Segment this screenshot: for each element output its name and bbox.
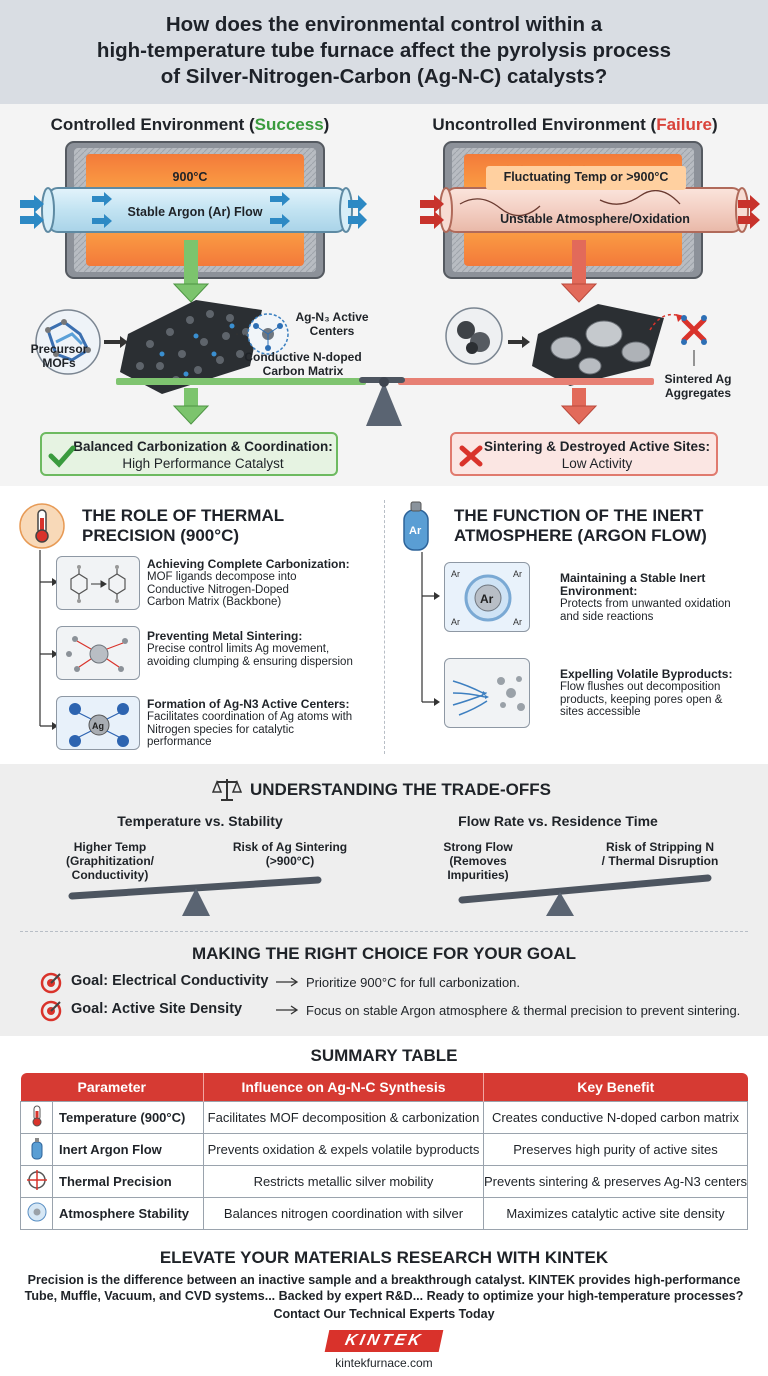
thermal-item-2-desc: Precise control limits Ag movement, avoiding clumping & ensuring dispersion (147, 643, 353, 668)
table-cell-influence: Facilitates MOF decomposition & carbonization (204, 1101, 484, 1133)
cta-contact-link[interactable]: Contact Our Technical Experts Today (273, 1307, 495, 1321)
failure-result-box: Sintering & Destroyed Active Sites: Low Activity (450, 432, 718, 476)
table-cell-influence: Restricts metallic silver mobility (204, 1165, 484, 1197)
cta-title: ELEVATE YOUR MATERIALS RESEARCH WITH KINTEK (159, 1248, 609, 1267)
svg-text:Ar: Ar (513, 569, 522, 579)
controlled-title: Controlled Environment (Success) (50, 115, 330, 134)
table-row (21, 1133, 748, 1165)
goal-2-title: Goal: Active Site Density (71, 1001, 243, 1017)
argon-cylinder-icon (398, 500, 434, 552)
roles-section (0, 486, 768, 764)
atmosphere-title: THE FUNCTION OF THE INERT ATMOSPHERE (ARGON FLOW) (454, 506, 707, 545)
tradeoff-left-a: Higher Temp (Graphitization/ Conductivity) (66, 840, 154, 882)
controlled-temp-label: 900°C (172, 170, 208, 184)
table-cell-benefit: Maximizes catalytic active site density (484, 1197, 748, 1229)
svg-text:Ar: Ar (480, 592, 494, 606)
thermal-item-1-title: Achieving Complete Carbonization: (147, 557, 350, 571)
title-line-3: of Silver-Nitrogen-Carbon (Ag-N-C) catalysts? (160, 65, 608, 88)
table-row (21, 1165, 748, 1197)
table-cell-benefit: Preserves high purity of active sites (484, 1133, 748, 1165)
gas-cylinder-icon (21, 1133, 53, 1165)
sintered-label: Sintered Ag Aggregates (664, 372, 732, 400)
thermal-item-3-title: Formation of Ag-N3 Active Centers: (147, 697, 350, 711)
atmosphere-item-2-title: Expelling Volatile Byproducts: (560, 667, 733, 681)
table-row (21, 1197, 748, 1229)
table-cell-param: Inert Argon Flow (53, 1133, 204, 1165)
goal-1-title: Goal: Electrical Conductivity (71, 973, 269, 989)
table-header-row (21, 1073, 748, 1101)
table-header-parameter: Parameter (21, 1073, 204, 1101)
comparison-section (0, 104, 768, 486)
cta-section (0, 1242, 768, 1376)
tradeoffs-title: UNDERSTANDING THE TRADE-OFFS (250, 780, 551, 799)
tradeoff-left-title: Temperature vs. Stability (117, 813, 283, 829)
kintek-logo: KINTEK (325, 1330, 444, 1352)
tradeoffs-section (0, 764, 768, 1036)
byproducts-image (444, 658, 530, 728)
summary-title: SUMMARY TABLE (310, 1046, 458, 1065)
active-centers-label: Ag-N₃ Active Centers (295, 310, 369, 338)
atmosphere-item-2-desc: Flow flushes out decomposition products, keeping pores open & sites accessible (560, 681, 723, 718)
inert-environment-image (444, 562, 530, 632)
thermal-title: THE ROLE OF THERMAL PRECISION (900°C) (82, 506, 285, 545)
sintering-image (56, 626, 140, 680)
table-header-influence: Influence on Ag-N-C Synthesis (204, 1073, 484, 1101)
tradeoff-right-title: Flow Rate vs. Residence Time (458, 813, 658, 829)
thermal-item-2-title: Preventing Metal Sintering: (147, 629, 303, 643)
ag-n3-image (56, 696, 140, 750)
thermometer-icon (18, 502, 66, 550)
goal-1-action: Prioritize 900°C for full carbonization. (306, 975, 521, 990)
checkmark-icon (48, 444, 76, 468)
table-cell-influence: Balances nitrogen coordination with silver (204, 1197, 484, 1229)
table-cell-param: Thermal Precision (53, 1165, 204, 1197)
uncontrolled-temp-label: Fluctuating Temp or >900°C (503, 170, 669, 184)
thermometer-icon (21, 1101, 53, 1133)
target-icon (40, 972, 62, 994)
crosshair-icon (21, 1165, 53, 1197)
table-cell-param: Atmosphere Stability (53, 1197, 204, 1229)
svg-text:Ar: Ar (409, 525, 422, 537)
atmosphere-item-1-desc: Protects from unwanted oxidation and side reactions (560, 598, 731, 623)
table-cell-benefit: Creates conductive N-doped carbon matrix (484, 1101, 748, 1133)
controlled-furnace (20, 142, 367, 302)
x-mark-icon (458, 444, 484, 468)
atom-icon (21, 1197, 53, 1229)
header (0, 0, 768, 104)
success-result-box: Balanced Carbonization & Coordination: High Performance Catalyst (40, 432, 338, 476)
uncontrolled-title: Uncontrolled Environment (Failure) (432, 115, 718, 134)
thermal-item-1-desc: MOF ligands decompose into Conductive Nitrogen-Doped Carbon Matrix (Backbone) (147, 571, 297, 608)
uncontrolled-atmo-label: Unstable Atmosphere/Oxidation (500, 212, 690, 226)
tradeoff-left-b: Risk of Ag Sintering (>900°C) (232, 840, 348, 868)
table-cell-benefit: Prevents sintering & preserves Ag-N3 centers (484, 1165, 748, 1197)
thermal-item-3-desc: Facilitates coordination of Ag atoms with Nitrogen species for catalytic performance (147, 711, 353, 748)
comparison-graphic (0, 104, 768, 486)
controlled-flow-label: Stable Argon (Ar) Flow (127, 205, 263, 219)
goal-2-action: Focus on stable Argon atmosphere & thermal precision to prevent sintering. (306, 1003, 741, 1018)
choice-title: MAKING THE RIGHT CHOICE FOR YOUR GOAL (191, 944, 577, 963)
table-header-benefit: Key Benefit (484, 1073, 748, 1101)
summary-section (0, 1036, 768, 1242)
title-line-1: How does the environmental control within a (165, 13, 603, 36)
website-url[interactable]: kintekfurnace.com (335, 1356, 433, 1370)
table-row (21, 1101, 748, 1133)
precursor-label: Precursor MOFs (30, 342, 88, 370)
table-cell-param: Temperature (900°C) (53, 1101, 204, 1133)
svg-text:Ar: Ar (451, 617, 460, 627)
matrix-label: Conductive N-doped Carbon Matrix (244, 350, 362, 378)
target-icon (40, 1000, 62, 1022)
carbonization-image (56, 556, 140, 610)
svg-text:Ar: Ar (513, 617, 522, 627)
tradeoff-right-a: Strong Flow (Removes Impurities) (443, 840, 513, 882)
table-cell-influence: Prevents oxidation & expels volatile byproducts (204, 1133, 484, 1165)
title-line-2: high-temperature tube furnace affect the pyrolysis process (96, 39, 672, 62)
balance-scale-icon (212, 776, 242, 804)
tradeoff-scales (0, 864, 768, 924)
svg-text:Ar: Ar (451, 569, 460, 579)
tradeoff-right-b: Risk of Stripping N / Thermal Disruption (601, 840, 719, 868)
svg-text:Ag: Ag (92, 721, 104, 731)
cta-body: Precision is the difference between an inactive sample and a breakthrough catalyst. KINTEK provides high-performance Tube, Muffle, Vacuum, and CVD systems... Backed by expert R&D... Ready to optimize your high-temperature processes? (24, 1273, 744, 1303)
balance-beam (116, 377, 654, 426)
atmosphere-item-1-title: Maintaining a Stable Inert Environment: (560, 571, 706, 598)
summary-table (20, 1073, 748, 1230)
